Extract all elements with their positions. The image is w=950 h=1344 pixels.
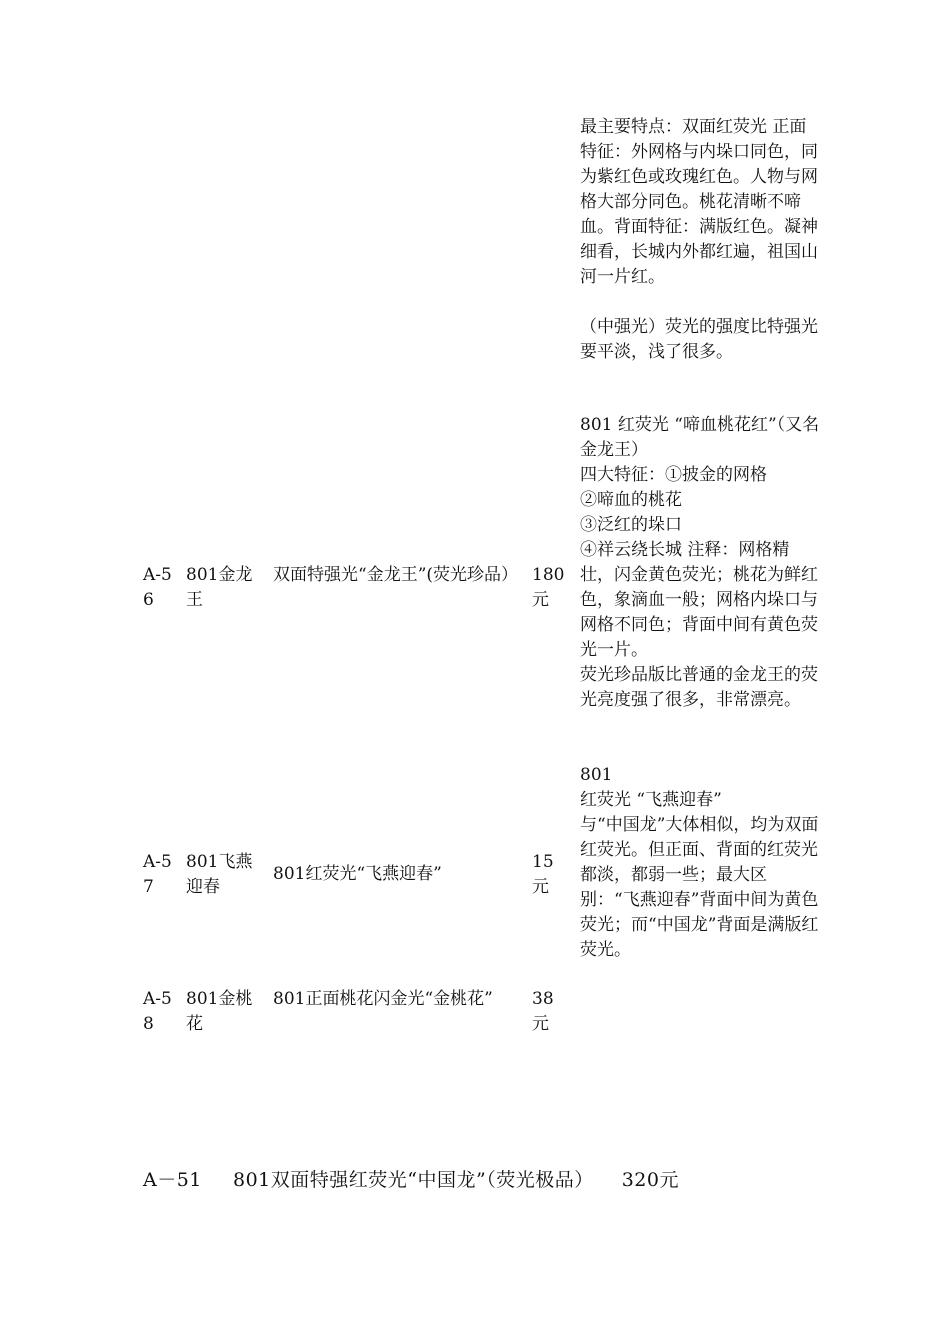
note-paragraph: 最主要特点：双面红荧光 正面特征：外网格与内垛口同色，同为紫红色或玫瑰红色。人物与网格大部分同色。桃花清晰不啼血。背面特征：满版红色。凝神细看，长城内外都红遍，祖国山河一片红。 — [580, 117, 818, 287]
row-price: 180元 — [532, 565, 565, 610]
row-name: 801飞燕迎春 — [186, 852, 253, 897]
note-paragraph: （中强光）荧光的强度比特强光要平淡，浅了很多。 — [580, 317, 818, 362]
row-note — [580, 763, 820, 963]
row-name: 801金桃花 — [186, 989, 253, 1034]
note-line: ③泛红的垛口 — [580, 515, 682, 535]
top-note-block — [580, 115, 820, 365]
row-id: A-56 — [143, 565, 172, 610]
note-line: 红荧光 “飞燕迎春” — [580, 790, 722, 810]
note-line: 与“中国龙”大体相似，均为双面红荧光。但正面、背面的红荧光都淡，都弱一些；最大区别：“飞燕迎春”背面中间为黄色荧光；而“中国龙”背面是满版红荧光。 — [580, 815, 819, 960]
row-name: 801金龙王 — [186, 565, 253, 610]
note-line: 801 红荧光 “啼血桃花红”（又名金龙王） — [580, 415, 820, 460]
row-price: 38元 — [532, 989, 554, 1034]
row-id: A-57 — [143, 852, 172, 897]
note-line: 荧光珍品版比普通的金龙王的荧光亮度强了很多，非常漂亮。 — [580, 665, 818, 710]
row-title: 801正面桃花闪金光“金桃花” — [273, 989, 493, 1009]
row-id: A-58 — [143, 989, 172, 1034]
footer-price: 320元 — [621, 1169, 679, 1191]
row-note — [580, 413, 820, 713]
row-title: 双面特强光“金龙王”(荧光珍品） — [273, 565, 519, 585]
note-line: ④祥云绕长城 注释：网格精壮，闪金黄色荧光；桃花为鲜红色，象滴血一般；网格内垛口与网格不同色；背面中间有黄色荧光一片。 — [580, 540, 818, 660]
row-title: 801红荧光“飞燕迎春” — [273, 864, 442, 884]
footer-title: 801双面特强红荧光“中国龙”（荧光极品） — [233, 1169, 594, 1191]
note-line: 801 — [580, 765, 613, 785]
footer-line — [143, 1168, 679, 1193]
row-price: 15元 — [532, 852, 554, 897]
footer-id: A－51 — [143, 1169, 202, 1191]
note-line: 四大特征：①披金的网格 — [580, 465, 767, 485]
note-line: ②啼血的桃花 — [580, 490, 682, 510]
